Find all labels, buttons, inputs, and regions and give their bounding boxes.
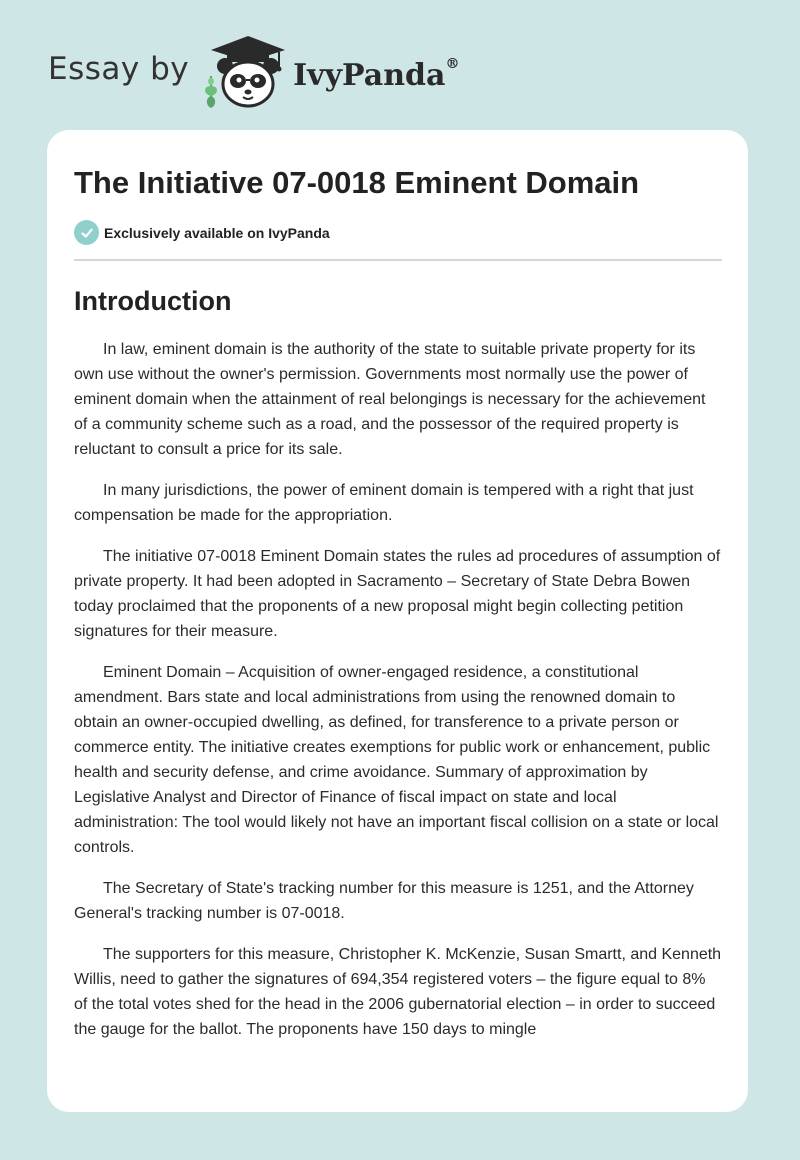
paragraph: In law, eminent domain is the authority of the state to suitable private property for its own use without the owner's permission. Governments most normally use the power of eminent domain when the attainment of real belongings is necessary for the achievement of a community scheme such as a road, and the possessor of the required property is reluctant to consult a price for its sale. bbox=[74, 341, 706, 458]
essay-card bbox=[47, 130, 748, 1112]
site-header bbox=[48, 32, 459, 112]
paragraph: The initiative 07-0018 Eminent Domain states the rules ad procedures of assumption of private property. It had been adopted in Sacramento – Secretary of State Debra Bowen today proclaimed that the proponents of a new proposal might begin collecting petition signatures for their measure. bbox=[74, 548, 721, 640]
checkmark-icon bbox=[74, 220, 99, 245]
registered-mark: ® bbox=[445, 55, 460, 72]
exclusive-label: Exclusively available on IvyPanda bbox=[104, 224, 330, 241]
section-heading: Introduction bbox=[74, 286, 232, 316]
divider bbox=[74, 259, 722, 261]
exclusive-badge bbox=[74, 220, 722, 245]
brand-name[interactable] bbox=[293, 55, 460, 93]
essay-content bbox=[47, 130, 748, 1042]
paragraph: In many jurisdictions, the power of eminent domain is tempered with a right that just compensation be made for the appropriation. bbox=[74, 482, 694, 524]
ivy-leaf-icon bbox=[205, 76, 217, 108]
paragraph: Eminent Domain – Acquisition of owner-engaged residence, a constitutional amendment. Bars state and local administrations from using the renowned domain to obtain an owner-occupied dwelling, as defined, for transference to a private person or commerce entity. The initiative creates exemptions for public work or enhancement, public health and security defense, and crime avoidance. Summary of approximation by Legislative Analyst and Director of Finance of fiscal impact on state and local administration: The tool would likely not have an important fiscal collision on a state or local controls. bbox=[74, 664, 719, 856]
paragraph: The supporters for this measure, Christopher K. McKenzie, Susan Smartt, and Kenneth Willis, need to gather the signatures of 694,354 registered voters – the figure equal to 8% of the total votes shed for the head in the 2006 gubernatorial election – in order to succeed the gauge for the ballot. The proponents have 150 days to mingle bbox=[74, 946, 722, 1038]
panda-logo-icon[interactable] bbox=[205, 32, 291, 112]
essay-by-label: Essay by bbox=[48, 51, 190, 87]
brand-text: IvyPanda bbox=[293, 57, 446, 93]
page-title: The Initiative 07-0018 Eminent Domain bbox=[74, 165, 640, 200]
paragraph: The Secretary of State's tracking number for this measure is 1251, and the Attorney General's tracking number is 07-0018. bbox=[74, 880, 694, 922]
article-body bbox=[74, 337, 722, 1042]
